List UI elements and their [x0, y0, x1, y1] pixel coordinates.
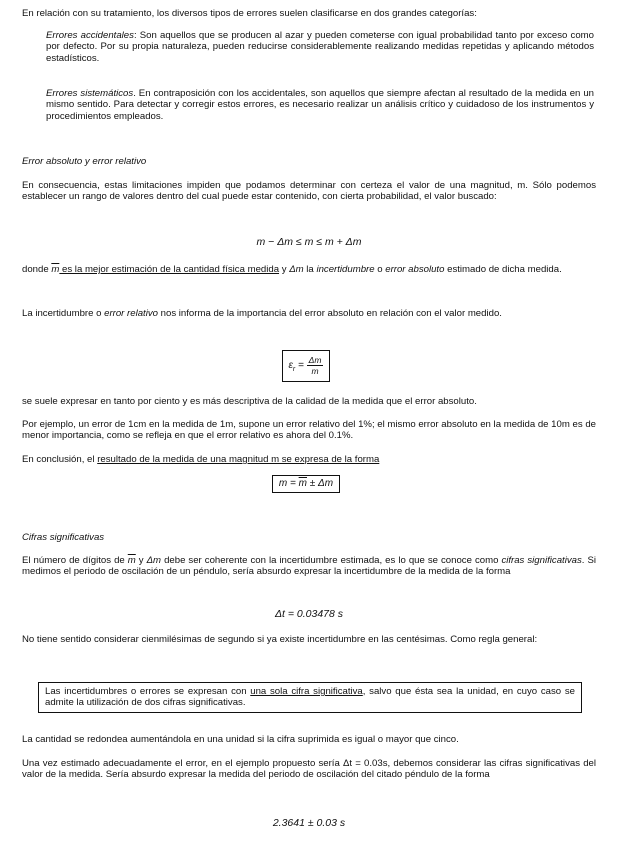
general-rule-box [38, 682, 582, 713]
paragraph-donde [22, 264, 596, 275]
subscript-r: r [292, 366, 296, 373]
text-segment: nos informa de la importancia del error absoluto en relación con el valor medido. [157, 308, 502, 319]
m-bar-symbol: $\overline{m}$ [51, 264, 60, 275]
formula-range: m − Δm ≤ m ≤ m + Δm [256, 236, 362, 248]
accidental-errors-text: : Son aquellos que se producen al azar y pueden cometerse con igual probabilidad tanto por exceso como por defecto. Por su propia naturaleza, pueden reducirse considerablemente realizando medidas repetidas y aplicando métodos estadísticos. [46, 30, 595, 64]
uncertainty-term: incertidumbre [316, 264, 375, 275]
relative-error-term: error relativo [104, 308, 158, 319]
paragraph-rounding: La cantidad se redondea aumentándola en una unidad si la cifra suprimida es igual o mayor que cinco. [22, 734, 459, 745]
m-bar-symbol: $\overline{m}$ [127, 555, 136, 566]
best-estimate-text: es la mejor estimación de la cantidad física medida [59, 264, 280, 275]
epsilon-symbol: ε [288, 360, 293, 371]
delta-m-symbol: Δm [146, 555, 162, 566]
text-segment: El número de dígitos de [22, 555, 128, 566]
significant-figures-term: cifras significativas [501, 555, 582, 566]
text-segment: , salvo que ésta sea la unidad, en cuyo caso se admite la utilización de dos cifras significativas. [45, 686, 575, 709]
paragraph-conclusion [22, 454, 596, 465]
text-segment: m = [278, 478, 299, 489]
text-segment: . Si medimos el periodo de oscilación de un péndulo, sería absurdo expresar la incertidumbre de la medida de la forma [22, 555, 596, 578]
text-segment: debe ser coherente con la incertidumbre estimada, es lo que se conoce como [161, 555, 502, 566]
m-bar-symbol: $\overline{m}$ [298, 478, 307, 489]
heading-absolute-relative-error: Error absoluto y error relativo [22, 156, 147, 167]
paragraph-relative-error [22, 308, 596, 319]
fraction-numerator: Δm [308, 354, 322, 365]
fraction-denominator: m [311, 365, 319, 376]
text-segment: En conclusión, el [22, 454, 98, 465]
text-segment: Las incertidumbres o errores se expresan con [45, 686, 251, 697]
formula-relative-error-box [282, 350, 330, 382]
absolute-error-term: error absoluto [385, 264, 445, 275]
accidental-errors-term: Errores accidentales [46, 30, 134, 41]
paragraph-percent: se suele expresar en tanto por ciento y es más descriptiva de la calidad de la medida que el error absoluto. [22, 396, 477, 407]
systematic-errors-term: Errores sistemáticos [46, 88, 134, 99]
heading-significant-figures: Cifras significativas [22, 532, 105, 543]
text-segment: y [135, 555, 147, 566]
text-segment: o [374, 264, 386, 275]
paragraph-estimated: Una vez estimado adecuadamente el error, en el ejemplo propuesto sería Δt = 0.03s, debemos considerar las cifras significativas del valor de la medida. Sería absurdo expresar la medida del periodo de oscilación del citado péndulo de la forma [22, 758, 596, 781]
formula-delta-t-bad: Δt = 0.03478 s [274, 608, 344, 620]
paragraph-example: Por ejemplo, un error de 1cm en la medida de 1m, supone un error relativo del 1%; el mismo error absoluto en la medida de 10m es de menor importancia, como se refleja en que el error relativo es ahora del 0.1%. [22, 419, 596, 442]
systematic-errors-text: . En contraposición con los accidentales, son aquellos que siempre afectan al resultado de la medida en un mismo sentido. Para detectar y corregir estos errores, es necesario realizar un análisis crítico y cuidadoso de los instrumentos y procedimientos empleados. [46, 88, 594, 122]
text-segment: la [303, 264, 317, 275]
paragraph-limitations: En consecuencia, estas limitaciones impiden que podamos determinar con certeza el valor de una magnitud, m. Sólo podemos establecer un rango de valores dentro del cual puede estar contenido, con cierta probabilidad, el valor buscado: [22, 180, 596, 203]
one-significant-figure-text: una sola cifra significativa [250, 686, 363, 697]
formula-period-bad: 2.3641 ± 0.03 s [272, 817, 346, 829]
intro-paragraph: En relación con su tratamiento, los diversos tipos de errores suelen clasificarse en dos grandes categorías: [22, 8, 477, 19]
paragraph-no-sense: No tiene sentido considerar cienmilésimas de segundo si ya existe incertidumbre en las centésimas. Como regla general: [22, 634, 538, 645]
systematic-errors-item [46, 88, 594, 122]
text-segment: estimado de dicha medida. [444, 264, 562, 275]
equals-sign: = [295, 360, 307, 371]
paragraph-digits [22, 555, 596, 578]
text-segment: donde [22, 264, 52, 275]
fraction [307, 355, 324, 376]
accidental-errors-item [46, 30, 594, 64]
text-segment: ± Δm [306, 478, 334, 489]
text-segment: y [279, 264, 290, 275]
delta-m-symbol: Δm [289, 264, 304, 275]
formula-result-box [272, 475, 340, 493]
result-expression-text: resultado de la medida de una magnitud m se expresa de la forma [97, 454, 380, 465]
text-segment: La incertidumbre o [22, 308, 105, 319]
